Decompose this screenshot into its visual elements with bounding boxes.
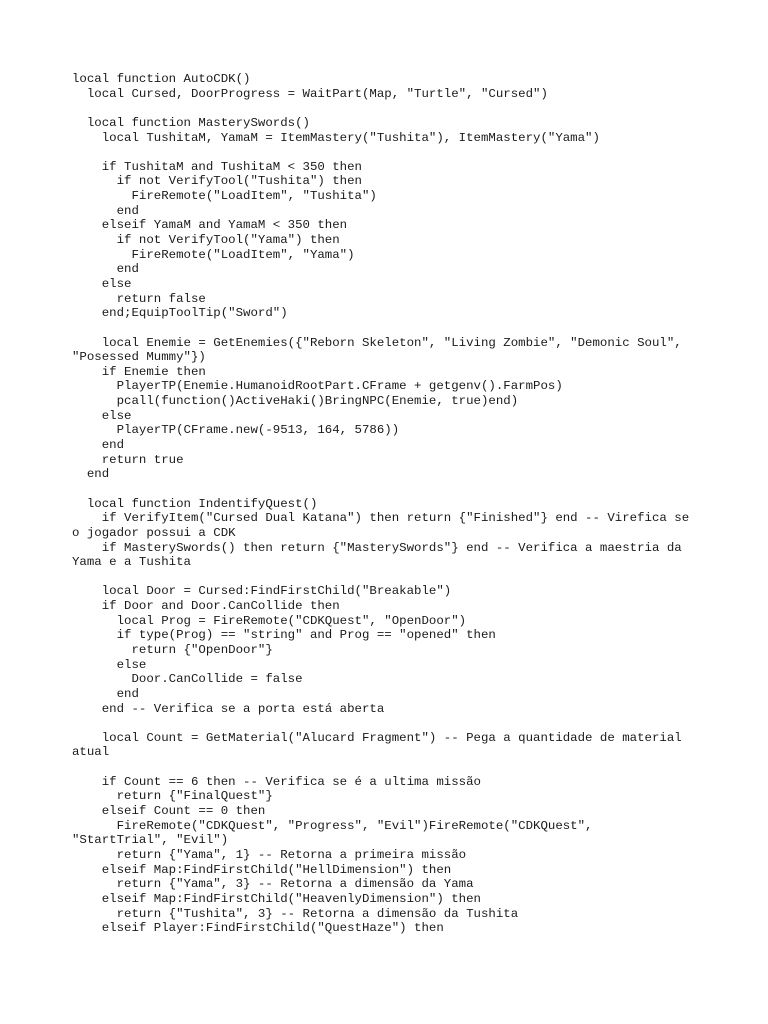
code-line: elseif Count == 0 then	[72, 804, 266, 819]
code-line: elseif Player:FindFirstChild("QuestHaze") then	[72, 921, 444, 936]
code-line: else	[72, 276, 132, 291]
code-line: return {"Yama", 3} -- Retorna a dimensão da Yama	[72, 877, 474, 892]
code-line: local function IndentifyQuest()	[72, 496, 318, 511]
code-block	[72, 72, 702, 936]
code-line: return false	[72, 291, 206, 306]
code-line: else	[72, 408, 132, 423]
code-line: PlayerTP(CFrame.new(-9513, 164, 5786))	[72, 423, 400, 438]
code-line: local function MasterySwords()	[72, 115, 310, 130]
code-line: atual	[72, 745, 110, 760]
code-line: else	[72, 657, 147, 672]
code-line: end	[72, 686, 139, 701]
code-line: FireRemote("CDKQuest", "Progress", "Evil")FireRemote("CDKQuest",	[72, 818, 593, 833]
code-line: Door.CanCollide = false	[72, 672, 303, 687]
code-line: return {"Tushita", 3} -- Retorna a dimensão da Tushita	[72, 906, 519, 921]
code-line: return true	[72, 452, 184, 467]
code-line: if not VerifyTool("Tushita") then	[72, 174, 362, 189]
code-line: return {"OpenDoor"}	[72, 642, 273, 657]
code-line: if not VerifyTool("Yama") then	[72, 233, 340, 248]
code-line: elseif YamaM and YamaM < 350 then	[72, 218, 348, 233]
code-line: local Prog = FireRemote("CDKQuest", "OpenDoor")	[72, 613, 467, 628]
code-line: o jogador possui a CDK	[72, 525, 236, 540]
code-line	[72, 716, 702, 731]
code-line	[72, 101, 702, 116]
code-line: end	[72, 203, 139, 218]
code-line: if Count == 6 then -- Verifica se é a ultima missão	[72, 774, 481, 789]
code-line: if TushitaM and TushitaM < 350 then	[72, 159, 362, 174]
code-line: return {"Yama", 1} -- Retorna a primeira missão	[72, 847, 467, 862]
code-line: end	[72, 467, 110, 482]
code-line: local Door = Cursed:FindFirstChild("Breakable")	[72, 584, 452, 599]
code-line	[72, 145, 702, 160]
code-line	[72, 570, 702, 585]
code-line	[72, 482, 702, 497]
code-line: FireRemote("LoadItem", "Yama")	[72, 247, 355, 262]
code-line: elseif Map:FindFirstChild("HellDimension") then	[72, 862, 452, 877]
code-line: "StartTrial", "Evil")	[72, 833, 229, 848]
code-line: end	[72, 262, 139, 277]
code-line: local Enemie = GetEnemies({"Reborn Skeleton", "Living Zombie", "Demonic Soul",	[72, 335, 682, 350]
code-line: "Posessed Mummy"})	[72, 350, 206, 365]
code-line: if VerifyItem("Cursed Dual Katana") then return {"Finished"} end -- Virefica se	[72, 511, 690, 526]
code-line: end;EquipToolTip("Sword")	[72, 306, 288, 321]
code-line: PlayerTP(Enemie.HumanoidRootPart.CFrame + getgenv().FarmPos)	[72, 379, 563, 394]
code-line: local Count = GetMaterial("Alucard Fragment") -- Pega a quantidade de material	[72, 730, 682, 745]
code-line: if Enemie then	[72, 364, 206, 379]
code-line: if Door and Door.CanCollide then	[72, 599, 340, 614]
code-line: local function AutoCDK()	[72, 72, 251, 86]
code-line	[72, 760, 702, 775]
code-line: if type(Prog) == "string" and Prog == "opened" then	[72, 628, 496, 643]
code-line: pcall(function()ActiveHaki()BringNPC(Enemie, true)end)	[72, 394, 519, 409]
code-line	[72, 321, 702, 336]
code-line: if MasterySwords() then return {"MasterySwords"} end -- Verifica a maestria da	[72, 540, 682, 555]
code-line: local Cursed, DoorProgress = WaitPart(Map, "Turtle", "Cursed")	[72, 86, 548, 101]
code-line: FireRemote("LoadItem", "Tushita")	[72, 189, 377, 204]
code-line: elseif Map:FindFirstChild("HeavenlyDimension") then	[72, 891, 481, 906]
code-line: return {"FinalQuest"}	[72, 789, 273, 804]
code-line: end -- Verifica se a porta está aberta	[72, 701, 385, 716]
code-line: local TushitaM, YamaM = ItemMastery("Tushita"), ItemMastery("Yama")	[72, 130, 600, 145]
code-line: Yama e a Tushita	[72, 555, 191, 570]
code-line: end	[72, 438, 125, 453]
